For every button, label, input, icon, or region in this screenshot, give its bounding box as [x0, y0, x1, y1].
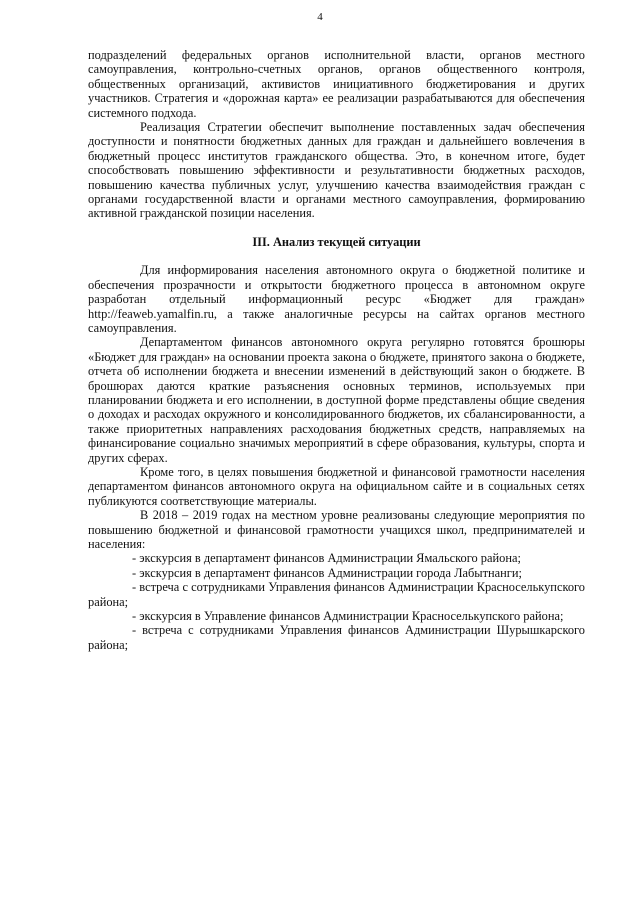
paragraph-continuation: подразделений федеральных органов исполнительной власти, органов местного самоуправления, контрольно-счетных органов, органов общественного контроля, общественных организаций, активистов инициативного бюджетирования и других участников. Стратегия и «дорожная карта» ее реализации разрабатываются для обеспечения системного подхода.: [88, 48, 585, 120]
list-item: - встреча с сотрудниками Управления финансов Администрации Красноселькупского района;: [88, 580, 585, 609]
list-item: - экскурсия в департамент финансов Администрации Ямальского района;: [132, 551, 521, 566]
paragraph-brochures: Департаментом финансов автономного округа регулярно готовятся брошюры «Бюджет для граждан» на основании проекта закона о бюджете, принятого закона о бюджете, отчета об исполнении бюджета и внесении изменений в действующий закон о бюджете. В брошюрах даются краткие разъяснения основных терминов, используемых при планировании бюджета и его исполнении, в доступной форме представлены общие сведения о доходах и расходах окружного и консолидированного бюджетов, их сбалансированности, а также приоритетных направлениях расходования бюджетных средств, направляемых на финансирование социально значимых мероприятий в сфере образования, культуры, спорта и других сферах.: [88, 335, 585, 465]
list-item: - экскурсия в Управление финансов Администрации Красноселькупского района;: [132, 609, 564, 624]
paragraph-information-resource: Для информирования населения автономного округа о бюджетной политике и обеспечения прозрачности и открытости бюджетного процесса в автономном округе разработан отдельный информационный ресурс «Бюджет для граждан» http://feaweb.yamalfin.ru, а также аналогичные ресурсы на сайтах органов местного самоуправления.: [88, 263, 585, 335]
list-item: - встреча с сотрудниками Управления финансов Администрации Шурышкарского района;: [88, 623, 585, 652]
page-number: 4: [317, 11, 323, 23]
paragraph-social-networks: Кроме того, в целях повышения бюджетной и финансовой грамотности населения департаментом финансов автономного округа на официальном сайте и в социальных сетях публикуются соответствующие материалы.: [88, 464, 585, 508]
paragraph-strategy-implementation: Реализация Стратегии обеспечит выполнение поставленных задач обеспечения доступности и понятности бюджетных данных для граждан и дальнейшего вовлечения в бюджетный процесс институтов гражданского общества. Это, в конечном итоге, будет способствовать повышению эффективности и результативности бюджетных расходов, повышению качества публичных услуг, улучшению качества взаимодействия граждан с органами государственной власти и органами местного самоуправления, формированию активной гражданской позиции населения.: [88, 120, 585, 221]
section-heading: III. Анализ текущей ситуации: [252, 234, 421, 249]
paragraph-events-intro: В 2018 – 2019 годах на местном уровне реализованы следующие мероприятия по повышению бюджетной и финансовой грамотности учащихся школ, предпринимателей и населения:: [88, 508, 585, 551]
list-item: - экскурсия в департамент финансов Администрации города Лабытнанги;: [132, 565, 522, 580]
document-body: [88, 48, 585, 652]
